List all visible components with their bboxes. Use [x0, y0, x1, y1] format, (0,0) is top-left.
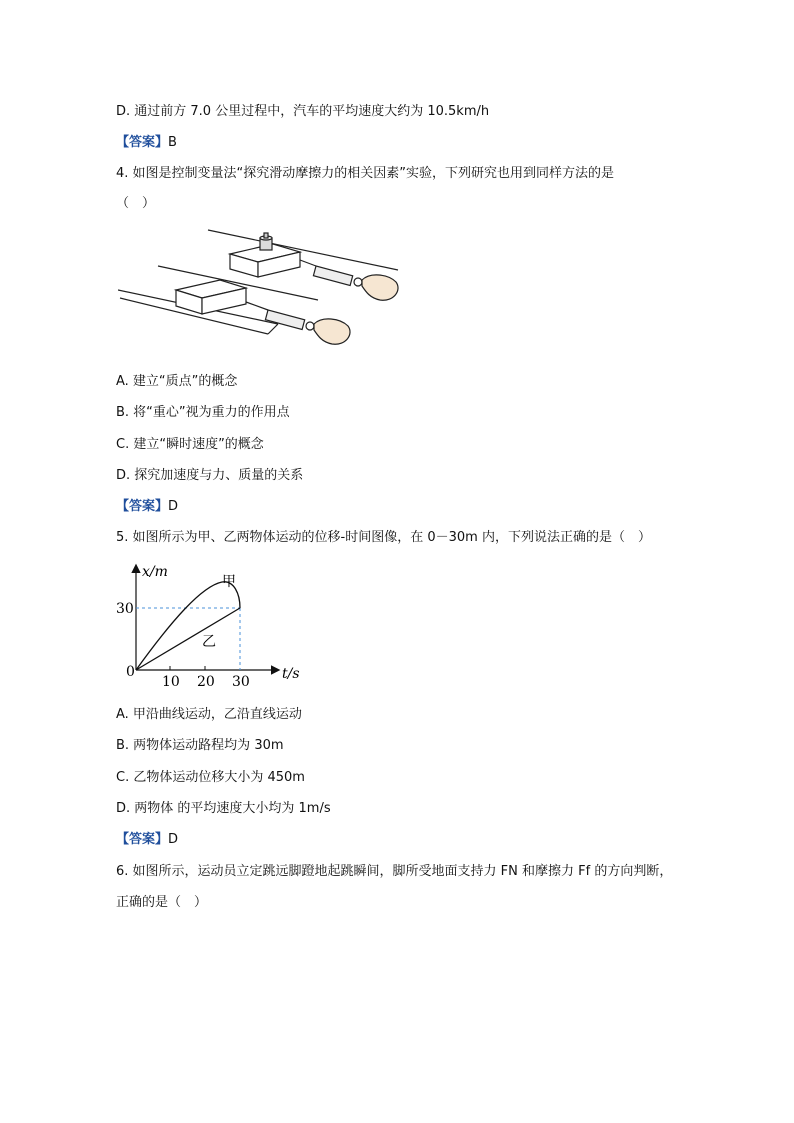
answer-tag: 【答案】 — [116, 832, 169, 847]
q5-stem: 5. 如图所示为甲、乙两物体运动的位移-时间图像，在 0－30m 内，下列说法正确的是（ ） — [116, 530, 651, 545]
q3-answer — [116, 133, 177, 153]
q4-bracket: （ ） — [116, 196, 156, 211]
answer-value: B — [168, 135, 177, 150]
q4-option-d: D. 探究加速度与力、质量的关系 — [116, 468, 304, 483]
curve-label-yi: 乙 — [202, 634, 216, 650]
curve-jia — [136, 582, 240, 670]
friction-experiment-figure — [118, 222, 418, 366]
friction-experiment-illustration — [118, 222, 418, 362]
q5-option-a: A. 甲沿曲线运动，乙沿直线运动 — [116, 707, 302, 722]
q3-option-d: D. 通过前方 7.0 公里过程中，汽车的平均速度大约为 10.5km/h — [116, 104, 490, 119]
answer-tag: 【答案】 — [116, 135, 169, 150]
origin-label: 0 — [126, 664, 135, 680]
q5-answer — [116, 830, 178, 850]
xt-graph-svg — [112, 560, 302, 690]
q5-option-d: D. 两物体 的平均速度大小均为 1m/s — [116, 801, 331, 816]
y-axis-label: x/m — [142, 564, 168, 580]
q4-option-b: B. 将“重心”视为重力的作用点 — [116, 405, 290, 420]
q6-stem-line2: 正确的是（ ） — [116, 895, 208, 910]
x-tick-20: 20 — [197, 674, 215, 690]
y-tick-30: 30 — [116, 601, 134, 617]
q4-answer — [116, 497, 178, 517]
q6-stem-line1: 6. 如图所示，运动员立定跳远脚蹬地起跳瞬间，脚所受地面支持力 FN 和摩擦力 Ff 的方向判断， — [116, 864, 673, 879]
q5-option-c: C. 乙物体运动位移大小为 450m — [116, 770, 305, 785]
x-tick-30: 30 — [232, 674, 250, 690]
answer-tag: 【答案】 — [116, 499, 169, 514]
line-yi — [136, 608, 240, 670]
answer-value: D — [168, 499, 179, 514]
q5-option-b: B. 两物体运动路程均为 30m — [116, 738, 284, 753]
x-tick-10: 10 — [162, 674, 180, 690]
q4-option-c: C. 建立“瞬时速度”的概念 — [116, 437, 264, 452]
q4-option-a: A. 建立“质点”的概念 — [116, 374, 238, 389]
curve-label-jia: 甲 — [222, 574, 236, 590]
position-time-graph — [112, 560, 302, 694]
q4-stem: 4. 如图是控制变量法“探究滑动摩擦力的相关因素”实验，下列研究也用到同样方法的是 — [116, 166, 615, 181]
answer-value: D — [168, 832, 179, 847]
x-axis-label: t/s — [282, 666, 300, 682]
